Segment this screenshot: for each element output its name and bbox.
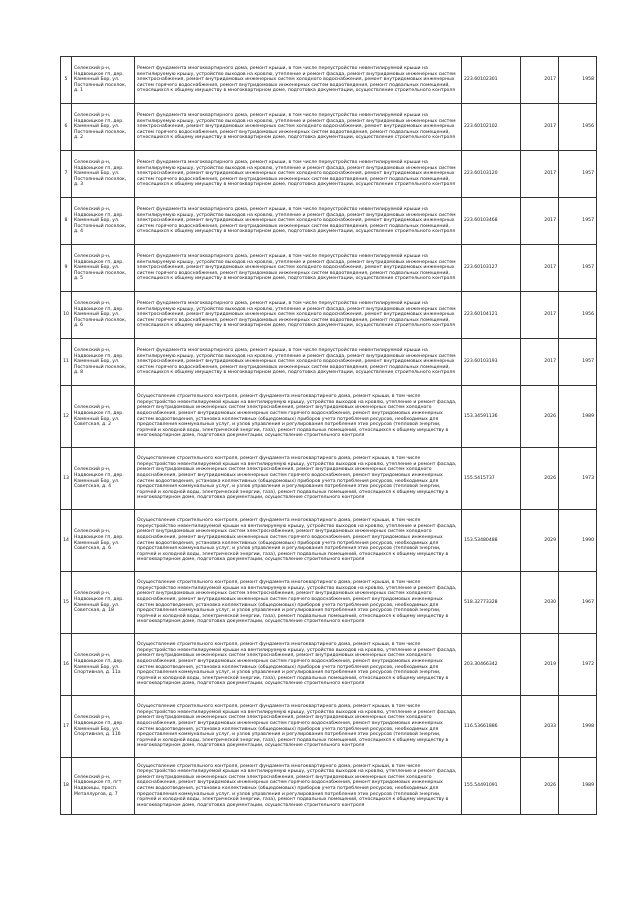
- repair-year-cell: 2026: [521, 386, 559, 448]
- table-row: [61, 104, 597, 151]
- table-row: [61, 386, 597, 448]
- row-number: 9: [61, 245, 72, 292]
- repair-year-cell: 2030: [521, 572, 559, 634]
- repair-year-cell: 2017: [521, 57, 559, 104]
- cadastral-number-cell: 155.5415737: [462, 448, 521, 510]
- works-description-cell: Ремонт фундамента многоквартирного дома, ремонт крыши, в том числе переустройство невентилируемой крыши на вентилируемую крышу, устройство выходов на кровлю, утепление и ремонт фасада, ремонт внутридомовых инженерных систем электроснабжения, ремонт внутридомовых инженерных систем холодного водоснабжения, ремонт внутридомовых инженерных систем горячего водоснабжения, ремонт внутридомовых инженерных систем водоотведения, ремонт подвальных помещений, относящихся к общему имуществу в многоквартирном доме, подготовка документации, осуществление строительного контроля: [135, 151, 462, 198]
- address-cell: Селекский р-н, Надвоицкое гп, дер. Каменный Бор, ул. Постоянный поселок, д. 6: [72, 292, 135, 339]
- build-year-cell: 1957: [559, 245, 597, 292]
- cadastral-number-cell: 116.53661886: [462, 696, 521, 758]
- address-cell: Селекский р-н, Надвоицкое гп, дер. Каменный Бор, ул. Советская, д. 2: [72, 386, 135, 448]
- works-description-cell: Ремонт фундамента многоквартирного дома, ремонт крыши, в том числе переустройство невентилируемой крыши на вентилируемую крышу, устройство выходов на кровлю, утепление и ремонт фасада, ремонт внутридомовых инженерных систем электроснабжения, ремонт внутридомовых инженерных систем холодного водоснабжения, ремонт внутридомовых инженерных систем горячего водоснабжения, ремонт внутридомовых инженерных систем водоотведения, ремонт подвальных помещений, относящихся к общему имуществу в многоквартирном доме, подготовка документации, осуществление строительного контроля: [135, 104, 462, 151]
- table-row: [61, 448, 597, 510]
- build-year-cell: 1998: [559, 696, 597, 758]
- works-description-cell: Ремонт фундамента многоквартирного дома, ремонт крыши, в том числе переустройство невентилируемой крыши на вентилируемую крышу, устройство выходов на кровлю, утепление и ремонт фасада, ремонт внутридомовых инженерных систем электроснабжения, ремонт внутридомовых инженерных систем холодного водоснабжения, ремонт внутридомовых инженерных систем горячего водоснабжения, ремонт внутридомовых инженерных систем водоотведения, ремонт подвальных помещений, относящихся к общему имуществу в многоквартирном доме, подготовка документации, осуществление строительного контроля: [135, 198, 462, 245]
- cadastral-number-cell: 223.60103193: [462, 339, 521, 386]
- build-year-cell: 1956: [559, 292, 597, 339]
- address-cell: Селекский р-н, Надвоицкое гп, дер. Каменный Бор, ул. Спортивная, д. 11б: [72, 696, 135, 758]
- table-row: [61, 634, 597, 696]
- row-number: 7: [61, 151, 72, 198]
- works-description-cell: Ремонт фундамента многоквартирного дома, ремонт крыши, в том числе переустройство невентилируемой крыши на вентилируемую крышу, устройство выходов на кровлю, утепление и ремонт фасада, ремонт внутридомовых инженерных систем электроснабжения, ремонт внутридомовых инженерных систем холодного водоснабжения, ремонт внутридомовых инженерных систем горячего водоснабжения, ремонт внутридомовых инженерных систем водоотведения, ремонт подвальных помещений, относящихся к общему имуществу в многоквартирном доме, подготовка документации, осуществление строительного контроля: [135, 339, 462, 386]
- table-row: [61, 339, 597, 386]
- repair-year-cell: 2017: [521, 151, 559, 198]
- build-year-cell: 1972: [559, 634, 597, 696]
- works-description-cell: Осуществление строительного контроля, ремонт фундамента многоквартирного дома, ремонт крыши, в том числе переустройство невентилируемой крыши на вентилируемую крышу, устройство выходов на кровлю, утепление и ремонт фасада, ремонт внутридомовых инженерных систем электроснабжения, ремонт внутридомовых инженерных систем холодного водоснабжения, ремонт внутридомовых инженерных систем горячего водоснабжения, ремонт внутридомовых инженерных систем водоотведения, установка коллективных (общедомовых) приборов учета потребления ресурсов, необходимых для предоставления коммунальных услуг, и узлов управления и регулирования потребления этих ресурсов (тепловой энергии, горячей и холодной воды, электрической энергии, газа), ремонт подвальных помещений, относящихся к общему имуществу в многоквартирном доме, подготовка документации, осуществление строительного контроля: [135, 448, 462, 510]
- build-year-cell: 1973: [559, 448, 597, 510]
- build-year-cell: 1957: [559, 339, 597, 386]
- address-cell: Селекский р-н, Надвоицкое гп, дер. Каменный Бор, ул. Постоянный поселок, д. 1: [72, 57, 135, 104]
- works-description-cell: Ремонт фундамента многоквартирного дома, ремонт крыши, в том числе переустройство невентилируемой крыши на вентилируемую крышу, устройство выходов на кровлю, утепление и ремонт фасада, ремонт внутридомовых инженерных систем электроснабжения, ремонт внутридомовых инженерных систем холодного водоснабжения, ремонт внутридомовых инженерных систем горячего водоснабжения, ремонт внутридомовых инженерных систем водоотведения, ремонт подвальных помещений, относящихся к общему имуществу в многоквартирном доме, подготовка документации, осуществление строительного контроля: [135, 57, 462, 104]
- repair-year-cell: 2017: [521, 245, 559, 292]
- works-description-cell: Осуществление строительного контроля, ремонт фундамента многоквартирного дома, ремонт крыши, в том числе переустройство невентилируемой крыши на вентилируемую крышу, устройство выходов на кровлю, утепление и ремонт фасада, ремонт внутридомовых инженерных систем электроснабжения, ремонт внутридомовых инженерных систем холодного водоснабжения, ремонт внутридомовых инженерных систем горячего водоснабжения, ремонт внутридомовых инженерных систем водоотведения, установка коллективных (общедомовых) приборов учета потребления ресурсов, необходимых для предоставления коммунальных услуг, и узлов управления и регулирования потребления этих ресурсов (тепловой энергии, горячей и холодной воды, электрической энергии, газа), ремонт подвальных помещений, относящихся к общему имуществу в многоквартирном доме, подготовка документации, осуществление строительного контроля: [135, 758, 462, 815]
- address-cell: Селекский р-н, Надвоицкое гп, дер. Каменный Бор, ул. Постоянный поселок, д. 8: [72, 339, 135, 386]
- table-row: [61, 572, 597, 634]
- table-row: [61, 245, 597, 292]
- address-cell: Селекский р-н, Надвоицкое гп, пгт Надвоицы, просп. Металлургов, д. 7: [72, 758, 135, 815]
- repair-year-cell: 2019: [521, 634, 559, 696]
- address-cell: Селекский р-н, Надвоицкое гп, дер. Каменный Бор, ул. Советская, д. 4: [72, 448, 135, 510]
- row-number: 17: [61, 696, 72, 758]
- table-row: [61, 292, 597, 339]
- address-cell: Селекский р-н, Надвоицкое гп, дер. Каменный Бор, ул. Постоянный поселок, д. 5: [72, 245, 135, 292]
- works-description-cell: Ремонт фундамента многоквартирного дома, ремонт крыши, в том числе переустройство невентилируемой крыши на вентилируемую крышу, устройство выходов на кровлю, утепление и ремонт фасада, ремонт внутридомовых инженерных систем электроснабжения, ремонт внутридомовых инженерных систем холодного водоснабжения, ремонт внутридомовых инженерных систем горячего водоснабжения, ремонт внутридомовых инженерных систем водоотведения, ремонт подвальных помещений, относящихся к общему имуществу в многоквартирном доме, подготовка документации, осуществление строительного контроля: [135, 292, 462, 339]
- address-cell: Селекский р-н, Надвоицкое гп, дер. Каменный Бор, ул. Спортивная, д. 11а: [72, 634, 135, 696]
- build-year-cell: 1957: [559, 151, 597, 198]
- cadastral-number-cell: 223.60103120: [462, 151, 521, 198]
- works-description-cell: Осуществление строительного контроля, ремонт фундамента многоквартирного дома, ремонт крыши, в том числе переустройство невентилируемой крыши на вентилируемую крышу, устройство выходов на кровлю, утепление и ремонт фасада, ремонт внутридомовых инженерных систем электроснабжения, ремонт внутридомовых инженерных систем холодного водоснабжения, ремонт внутридомовых инженерных систем горячего водоснабжения, ремонт внутридомовых инженерных систем водоотведения, установка коллективных (общедомовых) приборов учета потребления ресурсов, необходимых для предоставления коммунальных услуг, и узлов управления и регулирования потребления этих ресурсов (тепловой энергии, горячей и холодной воды, электрической энергии, газа), ремонт подвальных помещений, относящихся к общему имуществу в многоквартирном доме, подготовка документации, осуществление строительного контроля: [135, 634, 462, 696]
- cadastral-number-cell: 223.60103127: [462, 245, 521, 292]
- cadastral-number-cell: 223.60104121: [462, 292, 521, 339]
- repair-year-cell: 2017: [521, 104, 559, 151]
- cadastral-number-cell: 223.60102301: [462, 57, 521, 104]
- table-body: [61, 57, 597, 815]
- repair-year-cell: 2017: [521, 339, 559, 386]
- repair-year-cell: 2033: [521, 696, 559, 758]
- build-year-cell: 1990: [559, 510, 597, 572]
- address-cell: Селекский р-н, Надвоицкое гп, дер. Каменный Бор, ул. Постоянный поселок, д. 3: [72, 151, 135, 198]
- repair-year-cell: 2017: [521, 198, 559, 245]
- cadastral-number-cell: 203.30466342: [462, 634, 521, 696]
- address-cell: Селекский р-н, Надвоицкое гп, дер. Каменный Бор, ул. Советская, д. 18: [72, 572, 135, 634]
- cadastral-number-cell: 223.60102102: [462, 104, 521, 151]
- build-year-cell: 1989: [559, 758, 597, 815]
- table-row: [61, 198, 597, 245]
- cadastral-number-cell: 518.32773328: [462, 572, 521, 634]
- repair-year-cell: 2026: [521, 758, 559, 815]
- cadastral-number-cell: 155.54491091: [462, 758, 521, 815]
- repair-year-cell: 2017: [521, 292, 559, 339]
- address-cell: Селекский р-н, Надвоицкое гп, дер. Каменный Бор, ул. Постоянный поселок, д. 4: [72, 198, 135, 245]
- table-row: [61, 151, 597, 198]
- table-row: [61, 57, 597, 104]
- works-description-cell: Осуществление строительного контроля, ремонт фундамента многоквартирного дома, ремонт крыши, в том числе переустройство невентилируемой крыши на вентилируемую крышу, устройство выходов на кровлю, утепление и ремонт фасада, ремонт внутридомовых инженерных систем электроснабжения, ремонт внутридомовых инженерных систем холодного водоснабжения, ремонт внутридомовых инженерных систем горячего водоснабжения, ремонт внутридомовых инженерных систем водоотведения, установка коллективных (общедомовых) приборов учета потребления ресурсов, необходимых для предоставления коммунальных услуг, и узлов управления и регулирования потребления этих ресурсов (тепловой энергии, горячей и холодной воды, электрической энергии, газа), ремонт подвальных помещений, относящихся к общему имуществу в многоквартирном доме, подготовка документации, осуществление строительного контроля: [135, 696, 462, 758]
- row-number: 15: [61, 572, 72, 634]
- build-year-cell: 1956: [559, 104, 597, 151]
- repair-year-cell: 2029: [521, 510, 559, 572]
- row-number: 13: [61, 448, 72, 510]
- table-row: [61, 510, 597, 572]
- address-cell: Селекский р-н, Надвоицкое гп, дер. Каменный Бор, ул. Советская, д. 6: [72, 510, 135, 572]
- repair-year-cell: 2026: [521, 448, 559, 510]
- row-number: 14: [61, 510, 72, 572]
- row-number: 8: [61, 198, 72, 245]
- table-row: [61, 758, 597, 815]
- address-cell: Селекский р-н, Надвоицкое гп, дер. Каменный Бор, ул. Постоянный поселок, д. 2: [72, 104, 135, 151]
- row-number: 6: [61, 104, 72, 151]
- cadastral-number-cell: 153.53480488: [462, 510, 521, 572]
- row-number: 10: [61, 292, 72, 339]
- row-number: 11: [61, 339, 72, 386]
- build-year-cell: 1967: [559, 572, 597, 634]
- build-year-cell: 1958: [559, 57, 597, 104]
- build-year-cell: 1989: [559, 386, 597, 448]
- works-description-cell: Осуществление строительного контроля, ремонт фундамента многоквартирного дома, ремонт крыши, в том числе переустройство невентилируемой крыши на вентилируемую крышу, устройство выходов на кровлю, утепление и ремонт фасада, ремонт внутридомовых инженерных систем электроснабжения, ремонт внутридомовых инженерных систем холодного водоснабжения, ремонт внутридомовых инженерных систем горячего водоснабжения, ремонт внутридомовых инженерных систем водоотведения, установка коллективных (общедомовых) приборов учета потребления ресурсов, необходимых для предоставления коммунальных услуг, и узлов управления и регулирования потребления этих ресурсов (тепловой энергии, горячей и холодной воды, электрической энергии, газа), ремонт подвальных помещений, относящихся к общему имуществу в многоквартирном доме, подготовка документации, осуществление строительного контроля: [135, 386, 462, 448]
- housing-repair-table: [60, 56, 597, 815]
- works-description-cell: Ремонт фундамента многоквартирного дома, ремонт крыши, в том числе переустройство невентилируемой крыши на вентилируемую крышу, устройство выходов на кровлю, утепление и ремонт фасада, ремонт внутридомовых инженерных систем электроснабжения, ремонт внутридомовых инженерных систем холодного водоснабжения, ремонт внутридомовых инженерных систем горячего водоснабжения, ремонт внутридомовых инженерных систем водоотведения, ремонт подвальных помещений, относящихся к общему имуществу в многоквартирном доме, подготовка документации, осуществление строительного контроля: [135, 245, 462, 292]
- cadastral-number-cell: 153.34591136: [462, 386, 521, 448]
- build-year-cell: 1957: [559, 198, 597, 245]
- document-page: [60, 56, 594, 815]
- row-number: 5: [61, 57, 72, 104]
- works-description-cell: Осуществление строительного контроля, ремонт фундамента многоквартирного дома, ремонт крыши, в том числе переустройство невентилируемой крыши на вентилируемую крышу, устройство выходов на кровлю, утепление и ремонт фасада, ремонт внутридомовых инженерных систем электроснабжения, ремонт внутридомовых инженерных систем холодного водоснабжения, ремонт внутридомовых инженерных систем горячего водоснабжения, ремонт внутридомовых инженерных систем водоотведения, установка коллективных (общедомовых) приборов учета потребления ресурсов, необходимых для предоставления коммунальных услуг, и узлов управления и регулирования потребления этих ресурсов (тепловой энергии, горячей и холодной воды, электрической энергии, газа), ремонт подвальных помещений, относящихся к общему имуществу в многоквартирном доме, подготовка документации, осуществление строительного контроля: [135, 510, 462, 572]
- row-number: 18: [61, 758, 72, 815]
- cadastral-number-cell: 223.60103468: [462, 198, 521, 245]
- works-description-cell: Осуществление строительного контроля, ремонт фундамента многоквартирного дома, ремонт крыши, в том числе переустройство невентилируемой крыши на вентилируемую крышу, устройство выходов на кровлю, утепление и ремонт фасада, ремонт внутридомовых инженерных систем электроснабжения, ремонт внутридомовых инженерных систем холодного водоснабжения, ремонт внутридомовых инженерных систем горячего водоснабжения, ремонт внутридомовых инженерных систем водоотведения, установка коллективных (общедомовых) приборов учета потребления ресурсов, необходимых для предоставления коммунальных услуг, и узлов управления и регулирования потребления этих ресурсов (тепловой энергии, горячей и холодной воды, электрической энергии, газа), ремонт подвальных помещений, относящихся к общему имуществу в многоквартирном доме, подготовка документации, осуществление строительного контроля: [135, 572, 462, 634]
- row-number: 12: [61, 386, 72, 448]
- row-number: 16: [61, 634, 72, 696]
- table-row: [61, 696, 597, 758]
